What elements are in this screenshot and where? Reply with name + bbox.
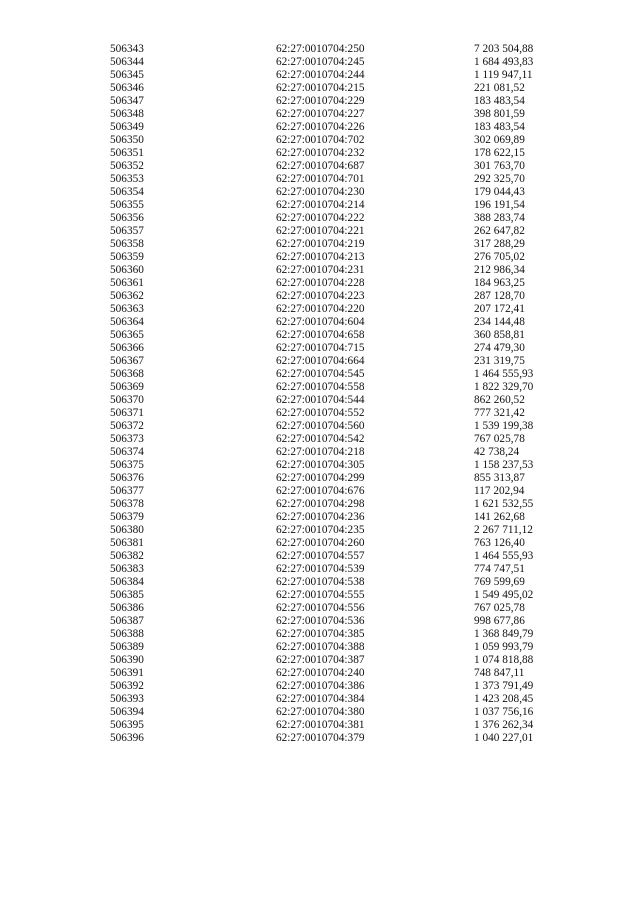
cadastral-value: 2 267 711,12	[474, 524, 533, 536]
record-number: 506347	[110, 95, 144, 107]
cadastral-value: 855 313,87	[474, 472, 525, 484]
table-row	[110, 342, 574, 355]
table-row	[110, 108, 574, 121]
cadastral-value: 141 262,68	[474, 511, 525, 523]
table-row	[110, 186, 574, 199]
cadastral-value: 360 858,81	[474, 329, 525, 341]
record-number: 506384	[110, 576, 144, 588]
cadastral-value: 1 368 849,79	[474, 628, 534, 640]
cadastral-value: 317 288,29	[474, 238, 525, 250]
record-number: 506365	[110, 329, 144, 341]
record-number: 506364	[110, 316, 144, 328]
cadastral-value: 1 549 495,02	[474, 589, 534, 601]
table-row	[110, 602, 574, 615]
record-number: 506371	[110, 407, 144, 419]
table-row	[110, 511, 574, 524]
cadastral-value: 998 677,86	[474, 615, 525, 627]
cadastral-value: 1 423 208,45	[474, 693, 534, 705]
table-row	[110, 277, 574, 290]
record-number: 506357	[110, 225, 144, 237]
cadastral-number: 62:27:0010704:552	[276, 407, 365, 419]
table-row	[110, 446, 574, 459]
table-row	[110, 719, 574, 732]
cadastral-value: 1 373 791,49	[474, 680, 534, 692]
record-number: 506353	[110, 173, 144, 185]
cadastral-number: 62:27:0010704:702	[276, 134, 365, 146]
record-number: 506396	[110, 732, 144, 744]
cadastral-number: 62:27:0010704:250	[276, 43, 365, 55]
table-row	[110, 225, 574, 238]
cadastral-value: 767 025,78	[474, 602, 525, 614]
cadastral-value: 774 747,51	[474, 563, 525, 575]
cadastral-number: 62:27:0010704:219	[276, 238, 365, 250]
cadastral-number: 62:27:0010704:379	[276, 732, 365, 744]
record-number: 506373	[110, 433, 144, 445]
table-row	[110, 238, 574, 251]
cadastral-number: 62:27:0010704:556	[276, 602, 365, 614]
table-row	[110, 251, 574, 264]
cadastral-value: 769 599,69	[474, 576, 525, 588]
table-row	[110, 56, 574, 69]
record-number: 506355	[110, 199, 144, 211]
record-number: 506370	[110, 394, 144, 406]
table-row	[110, 654, 574, 667]
table-row	[110, 537, 574, 550]
table-row	[110, 381, 574, 394]
table-row	[110, 459, 574, 472]
cadastral-value: 7 203 504,88	[474, 43, 534, 55]
cadastral-number: 62:27:0010704:245	[276, 56, 365, 68]
cadastral-value: 274 479,30	[474, 342, 525, 354]
cadastral-value: 179 044,43	[474, 186, 525, 198]
cadastral-number: 62:27:0010704:223	[276, 290, 365, 302]
cadastral-value: 1 464 555,93	[474, 550, 534, 562]
cadastral-number: 62:27:0010704:388	[276, 641, 365, 653]
cadastral-value: 1 037 756,16	[474, 706, 534, 718]
record-number: 506366	[110, 342, 144, 354]
cadastral-number: 62:27:0010704:236	[276, 511, 365, 523]
cadastral-number: 62:27:0010704:701	[276, 173, 365, 185]
record-number: 506351	[110, 147, 144, 159]
record-number: 506363	[110, 303, 144, 315]
cadastral-value: 221 081,52	[474, 82, 525, 94]
table-row	[110, 394, 574, 407]
record-number: 506345	[110, 69, 144, 81]
cadastral-number: 62:27:0010704:228	[276, 277, 365, 289]
cadastral-number: 62:27:0010704:220	[276, 303, 365, 315]
cadastral-number: 62:27:0010704:538	[276, 576, 365, 588]
record-number: 506379	[110, 511, 144, 523]
record-number: 506361	[110, 277, 144, 289]
records-table-body	[110, 43, 574, 745]
cadastral-value: 398 801,59	[474, 108, 525, 120]
record-number: 506378	[110, 498, 144, 510]
record-number: 506349	[110, 121, 144, 133]
cadastral-value: 767 025,78	[474, 433, 525, 445]
cadastral-number: 62:27:0010704:227	[276, 108, 365, 120]
cadastral-number: 62:27:0010704:230	[276, 186, 365, 198]
table-row	[110, 433, 574, 446]
record-number: 506372	[110, 420, 144, 432]
cadastral-number: 62:27:0010704:215	[276, 82, 365, 94]
cadastral-number: 62:27:0010704:557	[276, 550, 365, 562]
table-row	[110, 693, 574, 706]
table-row	[110, 550, 574, 563]
record-number: 506377	[110, 485, 144, 497]
table-row	[110, 524, 574, 537]
table-row	[110, 706, 574, 719]
table-row	[110, 290, 574, 303]
cadastral-number: 62:27:0010704:305	[276, 459, 365, 471]
table-row	[110, 355, 574, 368]
record-number: 506385	[110, 589, 144, 601]
cadastral-number: 62:27:0010704:240	[276, 667, 365, 679]
cadastral-value: 1 464 555,93	[474, 368, 534, 380]
cadastral-number: 62:27:0010704:386	[276, 680, 365, 692]
cadastral-value: 1 119 947,11	[474, 69, 533, 81]
table-row	[110, 121, 574, 134]
cadastral-value: 234 144,48	[474, 316, 525, 328]
record-number: 506389	[110, 641, 144, 653]
table-row	[110, 368, 574, 381]
table-row	[110, 641, 574, 654]
record-number: 506344	[110, 56, 144, 68]
record-number: 506382	[110, 550, 144, 562]
cadastral-number: 62:27:0010704:604	[276, 316, 365, 328]
cadastral-value: 1 621 532,55	[474, 498, 534, 510]
cadastral-value: 302 069,89	[474, 134, 525, 146]
record-number: 506352	[110, 160, 144, 172]
table-row	[110, 485, 574, 498]
record-number: 506343	[110, 43, 144, 55]
table-row	[110, 147, 574, 160]
table-row	[110, 160, 574, 173]
table-row	[110, 589, 574, 602]
table-row	[110, 303, 574, 316]
record-number: 506358	[110, 238, 144, 250]
cadastral-number: 62:27:0010704:229	[276, 95, 365, 107]
cadastral-value: 777 321,42	[474, 407, 525, 419]
cadastral-number: 62:27:0010704:235	[276, 524, 365, 536]
cadastral-number: 62:27:0010704:385	[276, 628, 365, 640]
cadastral-number: 62:27:0010704:560	[276, 420, 365, 432]
cadastral-value: 388 283,74	[474, 212, 525, 224]
record-number: 506391	[110, 667, 144, 679]
record-number: 506386	[110, 602, 144, 614]
record-number: 506350	[110, 134, 144, 146]
table-row	[110, 407, 574, 420]
table-row	[110, 329, 574, 342]
cadastral-value: 183 483,54	[474, 95, 525, 107]
cadastral-number: 62:27:0010704:218	[276, 446, 365, 458]
cadastral-number: 62:27:0010704:298	[276, 498, 365, 510]
cadastral-value: 748 847,11	[474, 667, 525, 679]
table-row	[110, 420, 574, 433]
cadastral-number: 62:27:0010704:213	[276, 251, 365, 263]
cadastral-value: 1 158 237,53	[474, 459, 534, 471]
table-row	[110, 43, 574, 56]
record-number: 506362	[110, 290, 144, 302]
cadastral-number: 62:27:0010704:244	[276, 69, 365, 81]
cadastral-value: 1 822 329,70	[474, 381, 534, 393]
record-number: 506346	[110, 82, 144, 94]
cadastral-value: 287 128,70	[474, 290, 525, 302]
cadastral-value: 292 325,70	[474, 173, 525, 185]
cadastral-number: 62:27:0010704:539	[276, 563, 365, 575]
record-number: 506392	[110, 680, 144, 692]
record-number: 506356	[110, 212, 144, 224]
cadastral-value: 262 647,82	[474, 225, 525, 237]
record-number: 506359	[110, 251, 144, 263]
cadastral-value: 196 191,54	[474, 199, 525, 211]
record-number: 506388	[110, 628, 144, 640]
record-number: 506381	[110, 537, 144, 549]
table-row	[110, 576, 574, 589]
cadastral-value: 183 483,54	[474, 121, 525, 133]
cadastral-value: 1 059 993,79	[474, 641, 534, 653]
cadastral-value: 117 202,94	[474, 485, 525, 497]
table-row	[110, 199, 574, 212]
record-number: 506380	[110, 524, 144, 536]
cadastral-value: 862 260,52	[474, 394, 525, 406]
cadastral-number: 62:27:0010704:260	[276, 537, 365, 549]
cadastral-number: 62:27:0010704:687	[276, 160, 365, 172]
record-number: 506387	[110, 615, 144, 627]
cadastral-number: 62:27:0010704:715	[276, 342, 365, 354]
table-row	[110, 680, 574, 693]
cadastral-value: 212 986,34	[474, 264, 525, 276]
table-row	[110, 563, 574, 576]
cadastral-number: 62:27:0010704:222	[276, 212, 365, 224]
cadastral-number: 62:27:0010704:231	[276, 264, 365, 276]
cadastral-number: 62:27:0010704:226	[276, 121, 365, 133]
table-row	[110, 95, 574, 108]
record-number: 506374	[110, 446, 144, 458]
table-row	[110, 134, 574, 147]
cadastral-number: 62:27:0010704:214	[276, 199, 365, 211]
table-row	[110, 264, 574, 277]
cadastral-number: 62:27:0010704:384	[276, 693, 365, 705]
cadastral-value: 1 376 262,34	[474, 719, 534, 731]
cadastral-number: 62:27:0010704:555	[276, 589, 365, 601]
record-number: 506395	[110, 719, 144, 731]
cadastral-value: 1 684 493,83	[474, 56, 534, 68]
table-row	[110, 732, 574, 745]
record-number: 506354	[110, 186, 144, 198]
cadastral-value: 178 622,15	[474, 147, 525, 159]
table-row	[110, 173, 574, 186]
cadastral-value: 276 705,02	[474, 251, 525, 263]
cadastral-number: 62:27:0010704:536	[276, 615, 365, 627]
record-number: 506367	[110, 355, 144, 367]
cadastral-number: 62:27:0010704:558	[276, 381, 365, 393]
record-number: 506348	[110, 108, 144, 120]
record-number: 506393	[110, 693, 144, 705]
cadastral-number: 62:27:0010704:658	[276, 329, 365, 341]
record-number: 506375	[110, 459, 144, 471]
record-number: 506360	[110, 264, 144, 276]
cadastral-value: 763 126,40	[474, 537, 525, 549]
table-row	[110, 212, 574, 225]
cadastral-number: 62:27:0010704:542	[276, 433, 365, 445]
table-row	[110, 316, 574, 329]
cadastral-value: 1 074 818,88	[474, 654, 534, 666]
table-row	[110, 69, 574, 82]
records-table	[110, 43, 574, 745]
record-number: 506394	[110, 706, 144, 718]
table-row	[110, 472, 574, 485]
cadastral-value: 42 738,24	[474, 446, 520, 458]
cadastral-value: 207 172,41	[474, 303, 525, 315]
cadastral-number: 62:27:0010704:544	[276, 394, 365, 406]
table-row	[110, 82, 574, 95]
cadastral-number: 62:27:0010704:381	[276, 719, 365, 731]
table-row	[110, 667, 574, 680]
cadastral-value: 231 319,75	[474, 355, 525, 367]
cadastral-number: 62:27:0010704:221	[276, 225, 365, 237]
record-number: 506390	[110, 654, 144, 666]
record-number: 506369	[110, 381, 144, 393]
cadastral-number: 62:27:0010704:545	[276, 368, 365, 380]
cadastral-number: 62:27:0010704:664	[276, 355, 365, 367]
cadastral-value: 184 963,25	[474, 277, 525, 289]
cadastral-value: 301 763,70	[474, 160, 525, 172]
table-row	[110, 615, 574, 628]
record-number: 506368	[110, 368, 144, 380]
table-row	[110, 628, 574, 641]
cadastral-number: 62:27:0010704:380	[276, 706, 365, 718]
cadastral-number: 62:27:0010704:232	[276, 147, 365, 159]
cadastral-value: 1 539 199,38	[474, 420, 534, 432]
cadastral-value: 1 040 227,01	[474, 732, 534, 744]
record-number: 506383	[110, 563, 144, 575]
table-row	[110, 498, 574, 511]
record-number: 506376	[110, 472, 144, 484]
cadastral-number: 62:27:0010704:676	[276, 485, 365, 497]
cadastral-number: 62:27:0010704:387	[276, 654, 365, 666]
cadastral-number: 62:27:0010704:299	[276, 472, 365, 484]
